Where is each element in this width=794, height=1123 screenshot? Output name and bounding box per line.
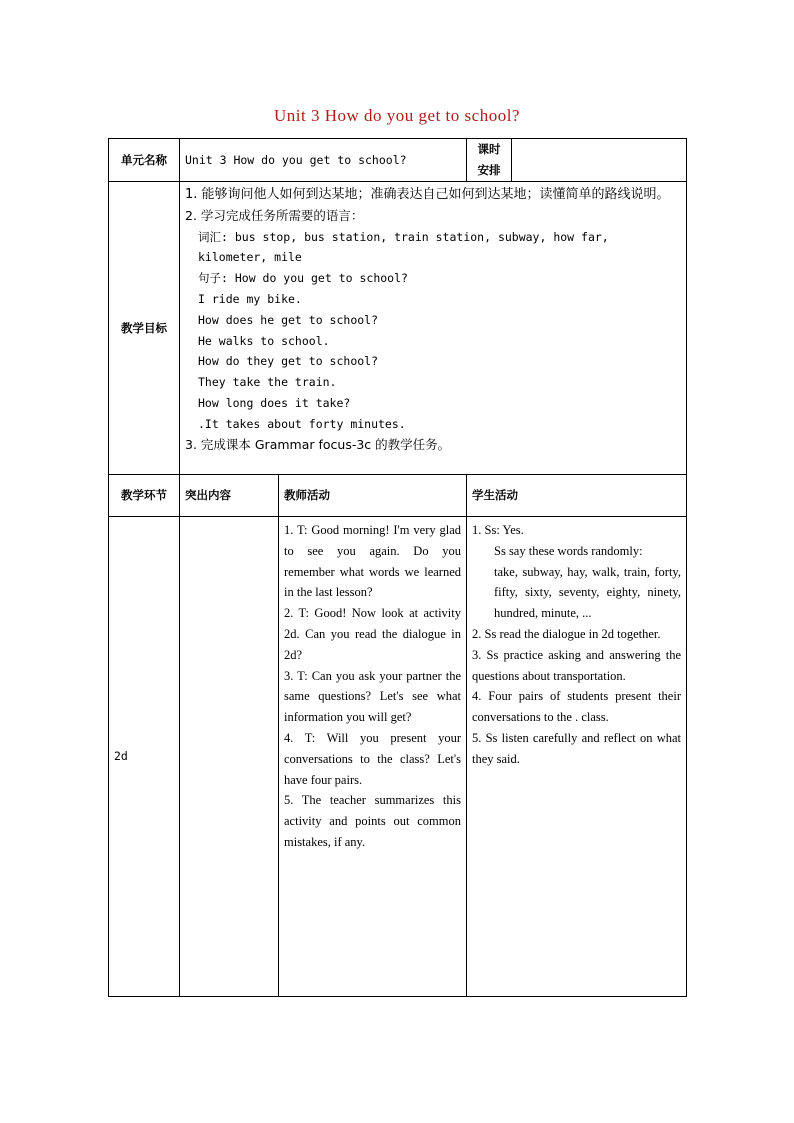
goal-sentence-2: I ride my bike. — [198, 291, 302, 306]
goals-row — [109, 182, 687, 475]
goal-sentence-6: They take the train. — [198, 375, 337, 390]
activity-header-row — [109, 475, 687, 517]
student-step-1: 1. Ss: Yes. — [472, 523, 524, 537]
goal-sentence-3: How does he get to school? — [198, 312, 379, 327]
student-activity-cell — [467, 517, 687, 997]
teacher-step-5: 5. The teacher summarizes this activity and points out common mistakes, if any. — [284, 793, 461, 849]
goal-sentence-7: How long does it take? — [198, 395, 351, 410]
student-step-1-words: take, subway, hay, walk, train, forty, fifty, sixty, seventy, eighty, ninety, hundred, minute, ... — [494, 564, 681, 621]
schedule-value — [512, 139, 687, 182]
col-stage-header: 教学环节 — [109, 475, 180, 517]
document-title: Unit 3 How do you get to school? — [274, 106, 520, 125]
student-step-1-detail: Ss say these words randomly: — [494, 543, 643, 558]
goal-sentence-5: How do they get to school? — [198, 354, 379, 369]
content-cell — [180, 517, 279, 997]
goal-sentence-8: .It takes about forty minutes. — [198, 416, 406, 431]
student-step-4: 4. Four pairs of students present their conversations to the . class. — [472, 689, 681, 725]
unit-row — [109, 139, 687, 182]
unit-label: 单元名称 — [109, 139, 180, 182]
student-step-3: 3. Ss practice asking and answering the questions about transportation. — [472, 647, 681, 683]
teacher-step-2: 2. T: Good! Now look at activity 2d. Can you read the dialogue in 2d? — [284, 606, 461, 662]
goal-sentence-4: He walks to school. — [198, 333, 330, 348]
unit-value: Unit 3 How do you get to school? — [180, 139, 467, 182]
student-step-5: 5. Ss listen carefully and reflect on what they said. — [472, 730, 681, 766]
goal-sentence-1: 句子: How do you get to school? — [198, 271, 408, 286]
stage-cell: 2d — [109, 517, 180, 997]
goals-label: 教学目标 — [109, 182, 180, 475]
goal-vocab: 词汇: bus stop, bus station, train station, subway, how far, kilometer, mile — [198, 229, 609, 265]
teacher-step-1: 1. T: Good morning! I'm very glad to see you again. Do you remember what words we learned in the last lesson? — [284, 523, 461, 600]
teacher-activity-cell — [279, 517, 467, 997]
col-teacher-header: 教师活动 — [279, 475, 467, 517]
goal-1: 1. 能够询问他人如何到达某地；准确表达自己如何到达某地；读懂简单的路线说明。 — [185, 187, 670, 202]
teacher-step-4: 4. T: Will you present your conversations to the class? Let's have four pairs. — [284, 730, 461, 787]
schedule-label: 课时安排 — [467, 139, 512, 182]
lesson-plan-table — [108, 138, 687, 997]
activity-row — [109, 517, 687, 997]
student-step-2: 2. Ss read the dialogue in 2d together. — [472, 626, 661, 641]
goals-content — [180, 182, 687, 475]
teacher-step-3: 3. T: Can you ask your partner the same questions? Let's see what information you will get? — [284, 668, 461, 725]
col-content-header: 突出内容 — [180, 475, 279, 517]
goal-2: 2. 学习完成任务所需要的语言： — [185, 207, 364, 223]
goal-3: 3. 完成课本 Grammar focus-3c 的教学任务。 — [185, 436, 451, 452]
col-student-header: 学生活动 — [467, 475, 687, 517]
